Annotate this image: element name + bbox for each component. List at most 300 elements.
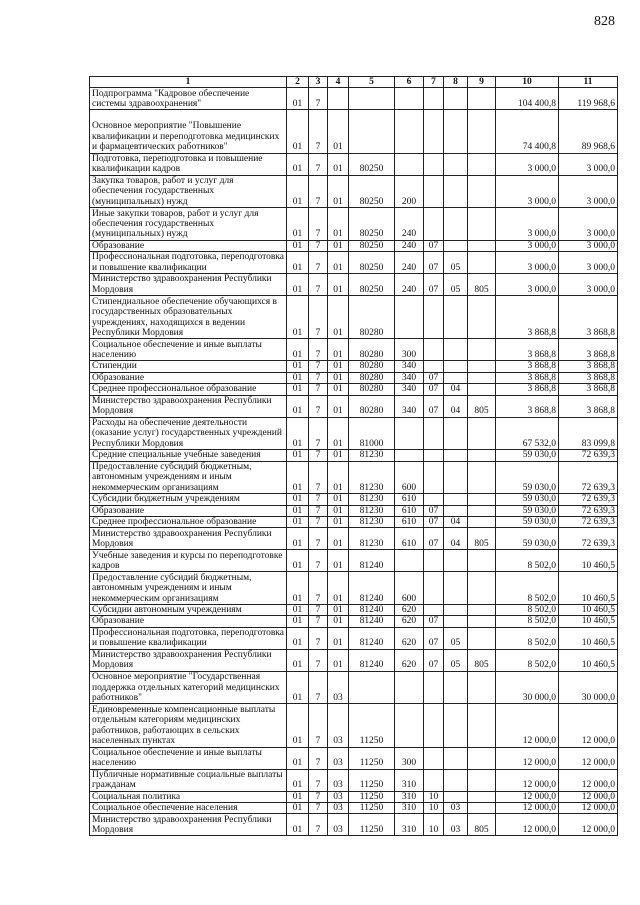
col-9: 805 [468,649,496,671]
col-9 [468,450,496,461]
col-6 [395,671,424,704]
col-11: 119 968,6 [559,88,618,110]
col-10: 3 000,0 [496,274,559,296]
col-9 [468,605,496,616]
col-10: 8 502,0 [496,572,559,605]
table-row [90,605,618,616]
row-name: Среднее профессиональное образование [90,517,287,528]
col-7 [424,296,444,339]
col-2: 01 [287,704,309,747]
col-8 [444,769,468,791]
col-2: 01 [287,550,309,572]
col-7 [424,175,444,208]
table-row [90,704,618,747]
col-2: 01 [287,814,309,836]
col-9 [468,361,496,372]
col-6: 240 [395,274,424,296]
col-7 [424,494,444,505]
row-name: Стипендиальное обеспечение обучающихся в государственных образовательных учреждениях, находящихся в ведении Республики Мордовия [90,296,287,339]
col-6: 240 [395,208,424,241]
col-9: 805 [468,274,496,296]
col-3: 7 [309,704,328,747]
col-8 [444,605,468,616]
col-6 [395,417,424,450]
col-7: 07 [424,252,444,274]
col-11: 3 000,0 [559,274,618,296]
col-4: 01 [328,110,349,153]
col-7: 07 [424,384,444,395]
row-name: Субсидии бюджетным учреждениям [90,494,287,505]
col-8: 03 [444,814,468,836]
col-4: 01 [328,274,349,296]
table-row [90,296,618,339]
col-10: 74 400,8 [496,110,559,153]
table-row [90,803,618,814]
col-2: 01 [287,627,309,649]
col-6: 600 [395,461,424,494]
col-5: 80280 [349,395,395,417]
col-8: 05 [444,649,468,671]
column-header: 7 [424,77,444,88]
col-4: 03 [328,704,349,747]
col-2: 01 [287,110,309,153]
table-row [90,208,618,241]
col-6: 620 [395,605,424,616]
col-11: 12 000,0 [559,814,618,836]
col-8: 04 [444,384,468,395]
table-row [90,417,618,450]
col-4: 03 [328,769,349,791]
col-5: 81230 [349,450,395,461]
col-8 [444,417,468,450]
col-4: 01 [328,528,349,550]
col-2: 01 [287,747,309,769]
col-7: 07 [424,616,444,627]
col-10: 30 000,0 [496,671,559,704]
col-6: 620 [395,649,424,671]
col-4: 01 [328,296,349,339]
col-11: 12 000,0 [559,747,618,769]
col-5: 81240 [349,550,395,572]
col-11: 3 000,0 [559,252,618,274]
col-3: 7 [309,153,328,175]
column-header: 9 [468,77,496,88]
col-4: 01 [328,175,349,208]
col-10: 3 000,0 [496,252,559,274]
col-2: 01 [287,517,309,528]
col-10: 12 000,0 [496,747,559,769]
table-row [90,649,618,671]
col-11: 3 000,0 [559,240,618,251]
col-3: 7 [309,240,328,251]
col-7 [424,208,444,241]
col-4: 01 [328,649,349,671]
col-2: 01 [287,395,309,417]
col-7: 10 [424,803,444,814]
col-2: 01 [287,616,309,627]
col-2: 01 [287,339,309,361]
col-6: 340 [395,361,424,372]
col-6: 610 [395,494,424,505]
row-name: Образование [90,240,287,251]
table-row [90,505,618,516]
col-4: 03 [328,791,349,802]
row-name: Министерство здравоохранения Республики Мордовия [90,274,287,296]
col-5: 81240 [349,605,395,616]
row-name: Предоставление субсидий бюджетным, автономным учреждениям и иным некоммерческим организациям [90,461,287,494]
col-5: 81240 [349,572,395,605]
col-2: 01 [287,803,309,814]
col-2: 01 [287,296,309,339]
col-11: 10 460,5 [559,550,618,572]
col-5: 81230 [349,461,395,494]
row-name: Основное мероприятие "Повышение квалификации и переподготовка медицинских и фармацевтических работников" [90,110,287,153]
col-6: 620 [395,627,424,649]
col-9 [468,803,496,814]
row-name: Иные закупки товаров, работ и услуг для обеспечения государственных (муниципальных) нужд [90,208,287,241]
row-name: Образование [90,372,287,383]
col-4: 03 [328,814,349,836]
col-4: 01 [328,384,349,395]
row-name: Социальная политика [90,791,287,802]
col-7 [424,747,444,769]
col-3: 7 [309,505,328,516]
row-name: Стипендии [90,361,287,372]
col-5 [349,88,395,110]
col-11: 3 868,8 [559,395,618,417]
col-4: 03 [328,747,349,769]
col-7 [424,361,444,372]
col-6: 310 [395,803,424,814]
col-7: 07 [424,274,444,296]
row-name: Среднее профессиональное образование [90,384,287,395]
table-row [90,517,618,528]
col-11: 3 868,8 [559,339,618,361]
col-10: 3 000,0 [496,208,559,241]
col-10: 59 030,0 [496,494,559,505]
col-8 [444,208,468,241]
table-row [90,671,618,704]
row-name: Предоставление субсидий бюджетным, автономным учреждениям и иным некоммерческим организациям [90,572,287,605]
col-10: 59 030,0 [496,517,559,528]
col-3: 7 [309,616,328,627]
column-header: 6 [395,77,424,88]
row-name: Министерство здравоохранения Республики Мордовия [90,649,287,671]
col-8: 05 [444,274,468,296]
col-3: 7 [309,361,328,372]
col-3: 7 [309,627,328,649]
col-4: 01 [328,550,349,572]
col-8 [444,550,468,572]
col-8 [444,494,468,505]
col-8: 04 [444,517,468,528]
table-row [90,461,618,494]
col-5: 11250 [349,791,395,802]
col-11: 10 460,5 [559,649,618,671]
col-9 [468,153,496,175]
col-11: 12 000,0 [559,791,618,802]
col-5: 80280 [349,384,395,395]
col-10: 8 502,0 [496,649,559,671]
col-10: 3 000,0 [496,175,559,208]
col-5: 81230 [349,505,395,516]
col-8 [444,361,468,372]
col-4: 01 [328,252,349,274]
col-7 [424,461,444,494]
col-9 [468,671,496,704]
col-5: 80250 [349,240,395,251]
row-name: Министерство здравоохранения Республики Мордовия [90,814,287,836]
col-8 [444,88,468,110]
col-2: 01 [287,361,309,372]
col-11: 72 639,3 [559,528,618,550]
col-5: 80280 [349,361,395,372]
col-5: 80280 [349,296,395,339]
col-2: 01 [287,494,309,505]
col-9 [468,240,496,251]
col-2: 01 [287,505,309,516]
col-8 [444,339,468,361]
col-2: 01 [287,461,309,494]
col-9 [468,550,496,572]
table-row [90,528,618,550]
col-10: 8 502,0 [496,605,559,616]
col-8 [444,175,468,208]
col-5: 80280 [349,372,395,383]
col-7: 10 [424,814,444,836]
col-9: 805 [468,395,496,417]
col-4: 01 [328,240,349,251]
col-3: 7 [309,769,328,791]
col-11: 3 868,8 [559,372,618,383]
col-11: 72 639,3 [559,450,618,461]
col-5: 80250 [349,208,395,241]
column-header: 8 [444,77,468,88]
col-9 [468,175,496,208]
table-row [90,814,618,836]
col-6: 600 [395,572,424,605]
col-4: 01 [328,395,349,417]
col-8 [444,450,468,461]
table-row [90,175,618,208]
col-11: 12 000,0 [559,704,618,747]
col-10: 104 400,8 [496,88,559,110]
col-4: 03 [328,803,349,814]
col-8 [444,616,468,627]
col-9 [468,88,496,110]
col-4: 01 [328,461,349,494]
col-11: 12 000,0 [559,803,618,814]
col-5: 11250 [349,747,395,769]
col-9 [468,110,496,153]
col-9 [468,252,496,274]
col-3: 7 [309,274,328,296]
table-row [90,384,618,395]
col-9 [468,791,496,802]
col-7: 07 [424,627,444,649]
col-7 [424,769,444,791]
col-4: 01 [328,450,349,461]
col-8 [444,572,468,605]
table-row [90,252,618,274]
col-7: 07 [424,649,444,671]
col-10: 3 868,8 [496,296,559,339]
col-11: 3 000,0 [559,153,618,175]
col-9 [468,372,496,383]
col-9 [468,208,496,241]
col-11: 10 460,5 [559,616,618,627]
col-3: 7 [309,208,328,241]
col-8 [444,110,468,153]
col-3: 7 [309,605,328,616]
col-11: 3 000,0 [559,208,618,241]
col-2: 01 [287,769,309,791]
col-11: 30 000,0 [559,671,618,704]
col-5: 81230 [349,528,395,550]
col-7 [424,550,444,572]
column-header: 2 [287,77,309,88]
col-11: 3 868,8 [559,296,618,339]
row-name: Профессиональная подготовка, переподготовка и повышение квалификации [90,252,287,274]
column-header: 11 [559,77,618,88]
col-6: 340 [395,384,424,395]
col-9 [468,384,496,395]
col-5 [349,110,395,153]
col-10: 8 502,0 [496,550,559,572]
col-9 [468,572,496,605]
col-10: 3 868,8 [496,384,559,395]
table-row [90,747,618,769]
col-4: 01 [328,361,349,372]
col-5: 80250 [349,252,395,274]
col-3: 7 [309,417,328,450]
col-6: 340 [395,395,424,417]
column-header: 1 [90,77,287,88]
col-4 [328,88,349,110]
table-row [90,240,618,251]
col-8 [444,791,468,802]
col-8: 05 [444,252,468,274]
col-9 [468,296,496,339]
table-row [90,372,618,383]
col-2: 01 [287,791,309,802]
col-11: 12 000,0 [559,769,618,791]
col-7 [424,605,444,616]
col-10: 8 502,0 [496,616,559,627]
col-5: 80280 [349,339,395,361]
col-10: 12 000,0 [496,814,559,836]
col-3: 7 [309,395,328,417]
budget-table [89,76,618,836]
col-10: 8 502,0 [496,627,559,649]
col-4: 01 [328,517,349,528]
col-7 [424,110,444,153]
col-9 [468,616,496,627]
col-10: 3 868,8 [496,395,559,417]
col-2: 01 [287,88,309,110]
col-6: 620 [395,616,424,627]
col-10: 59 030,0 [496,461,559,494]
col-10: 67 532,0 [496,417,559,450]
col-8 [444,296,468,339]
table-row [90,395,618,417]
col-9 [468,747,496,769]
col-8: 05 [444,627,468,649]
col-9 [468,517,496,528]
col-4: 01 [328,153,349,175]
col-3: 7 [309,572,328,605]
col-5: 81240 [349,649,395,671]
table-row [90,550,618,572]
col-7: 07 [424,240,444,251]
col-3: 7 [309,517,328,528]
table-row [90,88,618,110]
row-name: Социальное обеспечение населения [90,803,287,814]
col-2: 01 [287,649,309,671]
col-2: 01 [287,175,309,208]
col-10: 3 868,8 [496,372,559,383]
col-5 [349,671,395,704]
col-5: 81000 [349,417,395,450]
column-header: 10 [496,77,559,88]
column-header: 4 [328,77,349,88]
col-7 [424,339,444,361]
col-2: 01 [287,528,309,550]
col-9 [468,704,496,747]
col-6 [395,704,424,747]
col-4: 01 [328,417,349,450]
col-8 [444,747,468,769]
col-10: 59 030,0 [496,528,559,550]
col-5: 11250 [349,704,395,747]
col-6: 610 [395,505,424,516]
col-6 [395,450,424,461]
col-6 [395,88,424,110]
row-name: Министерство здравоохранения Республики Мордовия [90,528,287,550]
col-3: 7 [309,110,328,153]
col-2: 01 [287,372,309,383]
row-name: Публичные нормативные социальные выплаты гражданам [90,769,287,791]
col-8 [444,240,468,251]
col-7: 07 [424,395,444,417]
row-name: Социальное обеспечение и иные выплаты населению [90,747,287,769]
col-8 [444,704,468,747]
col-7: 07 [424,528,444,550]
col-2: 01 [287,208,309,241]
col-6 [395,153,424,175]
col-2: 01 [287,605,309,616]
table-row [90,110,618,153]
col-10: 59 030,0 [496,450,559,461]
row-name: Профессиональная подготовка, переподготовка и повышение квалификации [90,627,287,649]
col-7: 07 [424,517,444,528]
col-4: 01 [328,339,349,361]
col-5: 11250 [349,769,395,791]
col-10: 12 000,0 [496,769,559,791]
col-5: 11250 [349,803,395,814]
col-4: 01 [328,372,349,383]
col-3: 7 [309,494,328,505]
col-7 [424,88,444,110]
col-3: 7 [309,814,328,836]
col-9 [468,505,496,516]
col-7 [424,572,444,605]
col-7 [424,417,444,450]
table-row [90,153,618,175]
col-7 [424,671,444,704]
col-3: 7 [309,528,328,550]
col-4: 01 [328,208,349,241]
